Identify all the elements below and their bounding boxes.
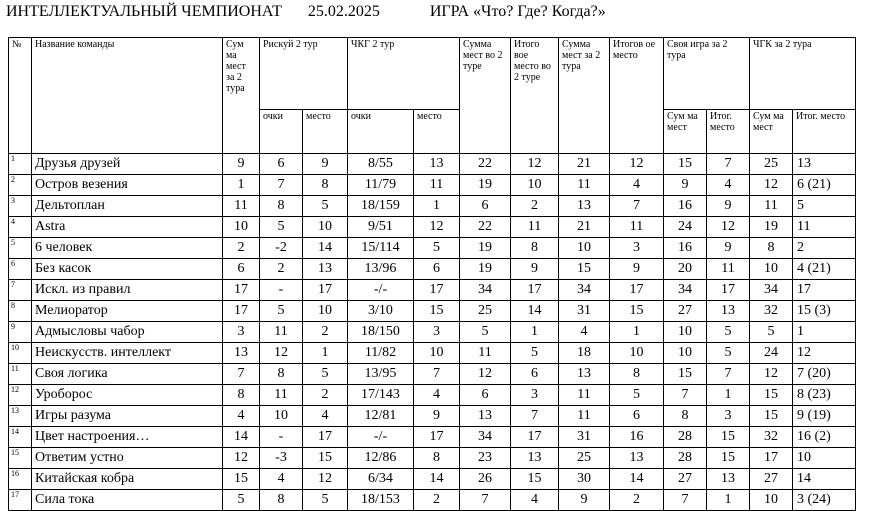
table-cell: 13 (303, 259, 348, 280)
table-cell: 6/34 (348, 469, 414, 490)
table-cell: 17 (223, 301, 260, 322)
table-cell: 9 (303, 154, 348, 175)
table-cell: 11 (707, 259, 750, 280)
table-cell: 6 (223, 259, 260, 280)
table-cell: 7 (664, 385, 707, 406)
table-cell: 2 (610, 490, 664, 511)
row-number: 5 (9, 238, 32, 259)
row-number: 10 (9, 343, 32, 364)
table-cell: 25 (559, 448, 610, 469)
table-cell: 7 (511, 406, 559, 427)
table-cell: 17 (511, 280, 559, 301)
header-own-final: Итог. место (707, 110, 750, 154)
table-cell: 14 (414, 469, 460, 490)
table-cell: 16 (610, 427, 664, 448)
table-cell: 15 (750, 406, 793, 427)
table-cell: 21 (559, 217, 610, 238)
table-cell: 10 (260, 406, 303, 427)
header-chgk-sum: Сум ма мест (750, 110, 793, 154)
table-cell: 2 (793, 238, 856, 259)
table-cell: 5 (303, 364, 348, 385)
table-cell: 2 (260, 259, 303, 280)
table-cell: - (260, 280, 303, 301)
header-risky-place: место (303, 110, 348, 154)
table-cell: 31 (559, 427, 610, 448)
table-cell: 12/86 (348, 448, 414, 469)
table-cell: 9 (19) (793, 406, 856, 427)
table-row (9, 406, 856, 427)
table-cell: 19 (750, 217, 793, 238)
table-cell: 13 (460, 406, 511, 427)
row-number: 12 (9, 385, 32, 406)
table-cell: 10 (664, 343, 707, 364)
table-cell: 4 (707, 175, 750, 196)
table-cell: 1 (414, 196, 460, 217)
table-cell: 14 (793, 469, 856, 490)
table-cell: 13 (414, 154, 460, 175)
table-cell: 6 (610, 406, 664, 427)
header-own: Своя игра за 2 тура (664, 38, 750, 110)
table-cell: 17 (707, 280, 750, 301)
table-cell: 13 (223, 343, 260, 364)
team-name: Сила тока (32, 490, 223, 511)
team-name: Неискусств. интеллект (32, 343, 223, 364)
row-number: 17 (9, 490, 32, 511)
table-cell: 13 (707, 469, 750, 490)
header-sum-two: Сумма мест за 2 тура (559, 38, 610, 154)
table-cell: 14 (610, 469, 664, 490)
table-cell: 11 (559, 406, 610, 427)
team-name: Адмысловы чабор (32, 322, 223, 343)
table-cell: 28 (664, 448, 707, 469)
row-number: 9 (9, 322, 32, 343)
table-cell: 31 (559, 301, 610, 322)
table-cell: 19 (460, 175, 511, 196)
table-cell: 4 (511, 490, 559, 511)
table-cell: 7 (707, 154, 750, 175)
header-chgk-final: Итог. место (793, 110, 856, 154)
team-name: Друзья друзей (32, 154, 223, 175)
table-row (9, 238, 856, 259)
table-cell: 15 (707, 448, 750, 469)
table-cell: 2 (511, 196, 559, 217)
table-cell: 12 (610, 154, 664, 175)
table-cell: 7 (610, 196, 664, 217)
page-title (6, 3, 606, 21)
table-cell: 26 (460, 469, 511, 490)
header-final-place: Итогов ое место (610, 38, 664, 154)
table-row (9, 343, 856, 364)
table-row (9, 448, 856, 469)
table-cell: 17 (303, 280, 348, 301)
table-row (9, 385, 856, 406)
table-cell: 13 (610, 448, 664, 469)
row-number: 4 (9, 217, 32, 238)
table-cell: 8 (223, 385, 260, 406)
table-cell: 30 (559, 469, 610, 490)
table-cell: 4 (223, 406, 260, 427)
game-title: ИГРА «Что? Где? Когда?» (429, 3, 606, 20)
header-name: Название команды (32, 38, 223, 154)
team-name: Цвет настроения… (32, 427, 223, 448)
table-row (9, 259, 856, 280)
table-cell: 13/96 (348, 259, 414, 280)
table-cell: 6 (414, 259, 460, 280)
table-cell: 23 (460, 448, 511, 469)
table-cell: 13/95 (348, 364, 414, 385)
table-row (9, 490, 856, 511)
table-cell: 15 (707, 427, 750, 448)
table-cell: 34 (664, 280, 707, 301)
table-cell: 6 (511, 364, 559, 385)
table-cell: 2 (223, 238, 260, 259)
table-cell: 14 (511, 301, 559, 322)
table-cell: 19 (460, 238, 511, 259)
table-row (9, 364, 856, 385)
table-cell: -3 (260, 448, 303, 469)
table-cell: 15 (511, 469, 559, 490)
table-cell: 5 (303, 196, 348, 217)
table-cell: 18/159 (348, 196, 414, 217)
table-cell: 1 (793, 322, 856, 343)
table-cell: 12 (460, 364, 511, 385)
table-cell: 17 (750, 448, 793, 469)
table-cell: 8 (260, 196, 303, 217)
table-cell: 5 (793, 196, 856, 217)
header-chkg-points: очки (348, 110, 414, 154)
table-cell: 1 (707, 490, 750, 511)
table-cell: 11 (460, 343, 511, 364)
table-cell: 15 (664, 364, 707, 385)
table-row (9, 469, 856, 490)
table-row (9, 175, 856, 196)
table-cell: 4 (303, 406, 348, 427)
table-cell: 5 (610, 385, 664, 406)
table-cell: 34 (460, 280, 511, 301)
row-number: 11 (9, 364, 32, 385)
header-chkg: ЧКГ 2 тур (348, 38, 460, 110)
table-cell: 5 (414, 238, 460, 259)
table-cell: 17/143 (348, 385, 414, 406)
table-cell: 7 (20) (793, 364, 856, 385)
results-table (8, 37, 856, 511)
table-cell: 5 (223, 490, 260, 511)
table-row (9, 322, 856, 343)
table-cell: - (260, 427, 303, 448)
table-cell: 18/150 (348, 322, 414, 343)
table-cell: 22 (460, 217, 511, 238)
table-cell: 17 (223, 280, 260, 301)
table-cell: 13 (793, 154, 856, 175)
table-cell: 16 (664, 196, 707, 217)
table-cell: 25 (750, 154, 793, 175)
table-cell: 20 (664, 259, 707, 280)
table-cell: 6 (460, 385, 511, 406)
table-cell: 12 (707, 217, 750, 238)
table-cell: 10 (511, 175, 559, 196)
table-cell: 34 (460, 427, 511, 448)
table-cell: 21 (559, 154, 610, 175)
table-cell: 17 (511, 427, 559, 448)
row-number: 14 (9, 427, 32, 448)
table-cell: 6 (260, 154, 303, 175)
table-cell: 5 (750, 322, 793, 343)
table-cell: 7 (223, 364, 260, 385)
table-cell: 15/114 (348, 238, 414, 259)
table-cell: 15 (750, 385, 793, 406)
table-cell: 17 (793, 280, 856, 301)
table-cell: 11 (559, 175, 610, 196)
table-cell: 5 (260, 301, 303, 322)
table-cell: 11/82 (348, 343, 414, 364)
table-cell: 10 (223, 217, 260, 238)
team-name: Ответим устно (32, 448, 223, 469)
header-sum-before: Сум ма мест за 2 тура (223, 38, 260, 154)
table-cell: 17 (414, 280, 460, 301)
table-row (9, 301, 856, 322)
table-cell: 11 (414, 175, 460, 196)
table-cell: 11 (610, 217, 664, 238)
table-cell: 18 (559, 343, 610, 364)
table-cell: 3 (511, 385, 559, 406)
table-cell: 6 (21) (793, 175, 856, 196)
table-cell: 7 (707, 364, 750, 385)
table-cell: 11 (511, 217, 559, 238)
table-row (9, 154, 856, 175)
table-cell: 5 (511, 343, 559, 364)
table-cell: 3 (414, 322, 460, 343)
table-cell: 28 (664, 427, 707, 448)
table-cell: 12 (750, 175, 793, 196)
table-cell: 2 (303, 322, 348, 343)
table-cell: 27 (750, 469, 793, 490)
table-cell: 1 (610, 322, 664, 343)
table-cell: 9 (707, 238, 750, 259)
table-cell: 7 (414, 364, 460, 385)
table-cell: 12/81 (348, 406, 414, 427)
table-cell: 15 (414, 301, 460, 322)
table-cell: 10 (610, 343, 664, 364)
team-name: Остров везения (32, 175, 223, 196)
header-sum2: Сумма мест во 2 туре (460, 38, 511, 154)
table-cell: 3 (24) (793, 490, 856, 511)
table-cell: -/- (348, 427, 414, 448)
table-cell: 12 (511, 154, 559, 175)
table-cell: 24 (750, 343, 793, 364)
table-cell: 22 (460, 154, 511, 175)
table-cell: 7 (664, 490, 707, 511)
team-name: 6 человек (32, 238, 223, 259)
row-number: 6 (9, 259, 32, 280)
table-cell: 15 (303, 448, 348, 469)
table-cell: 11/79 (348, 175, 414, 196)
table-cell: 25 (460, 301, 511, 322)
team-name: Уроборос (32, 385, 223, 406)
table-cell: 1 (303, 343, 348, 364)
table-cell: 27 (664, 469, 707, 490)
team-name: Искл. из правил (32, 280, 223, 301)
table-cell: 10 (303, 217, 348, 238)
row-number: 2 (9, 175, 32, 196)
table-cell: 5 (303, 490, 348, 511)
table-cell: 27 (664, 301, 707, 322)
header-own-sum: Сум ма мест (664, 110, 707, 154)
table-cell: 13 (559, 196, 610, 217)
row-number: 1 (9, 154, 32, 175)
table-cell: 12 (414, 217, 460, 238)
table-cell: 16 (664, 238, 707, 259)
table-cell: 32 (750, 427, 793, 448)
table-cell: 4 (21) (793, 259, 856, 280)
table-cell: 10 (414, 343, 460, 364)
table-cell: 16 (2) (793, 427, 856, 448)
team-name: Мелиоратор (32, 301, 223, 322)
table-cell: 13 (559, 364, 610, 385)
table-cell: 4 (260, 469, 303, 490)
table-cell: 11 (750, 196, 793, 217)
table-cell: 3 (610, 238, 664, 259)
row-number: 7 (9, 280, 32, 301)
table-cell: 2 (414, 490, 460, 511)
table-cell: 12 (750, 364, 793, 385)
table-cell: 34 (750, 280, 793, 301)
header-risky-points: очки (260, 110, 303, 154)
table-cell: 10 (664, 322, 707, 343)
table-cell: 15 (664, 154, 707, 175)
table-cell: 11 (793, 217, 856, 238)
table-cell: 3/10 (348, 301, 414, 322)
championship-date: 25.02.2025 (307, 3, 380, 20)
row-number: 16 (9, 469, 32, 490)
table-cell: 17 (610, 280, 664, 301)
row-number: 15 (9, 448, 32, 469)
table-cell: 17 (414, 427, 460, 448)
table-row (9, 196, 856, 217)
row-number: 3 (9, 196, 32, 217)
table-cell: 13 (511, 448, 559, 469)
table-cell: 11 (260, 322, 303, 343)
table-cell: 9 (511, 259, 559, 280)
table-cell: 9 (223, 154, 260, 175)
table-cell: 13 (707, 301, 750, 322)
table-cell: 15 (3) (793, 301, 856, 322)
table-cell: 4 (414, 385, 460, 406)
header-chkg-place: место (414, 110, 460, 154)
table-cell: 15 (559, 259, 610, 280)
team-name: Astra (32, 217, 223, 238)
table-cell: 10 (559, 238, 610, 259)
row-number: 13 (9, 406, 32, 427)
table-cell: -/- (348, 280, 414, 301)
table-row (9, 217, 856, 238)
championship-title: ИНТЕЛЛЕКТУАЛЬНЫЙ ЧЕМПИОНАТ (6, 3, 282, 20)
table-cell: 8 (303, 175, 348, 196)
team-name: Игры разума (32, 406, 223, 427)
table-cell: 9 (707, 196, 750, 217)
table-cell: -2 (260, 238, 303, 259)
table-cell: 8 (610, 364, 664, 385)
table-cell: 2 (303, 385, 348, 406)
table-cell: 5 (260, 217, 303, 238)
table-cell: 7 (460, 490, 511, 511)
table-cell: 1 (511, 322, 559, 343)
table-cell: 17 (303, 427, 348, 448)
table-cell: 24 (664, 217, 707, 238)
table-cell: 5 (460, 322, 511, 343)
table-cell: 8 (260, 364, 303, 385)
table-cell: 14 (303, 238, 348, 259)
table-cell: 12 (793, 343, 856, 364)
header-risky: Рискуй 2 тур (260, 38, 348, 110)
table-cell: 8 (414, 448, 460, 469)
table-cell: 8 (260, 490, 303, 511)
table-cell: 11 (559, 385, 610, 406)
table-cell: 4 (559, 322, 610, 343)
team-name: Дельтоплан (32, 196, 223, 217)
table-cell: 7 (260, 175, 303, 196)
table-cell: 32 (750, 301, 793, 322)
table-cell: 12 (303, 469, 348, 490)
table-cell: 1 (223, 175, 260, 196)
table-row (9, 280, 856, 301)
table-cell: 11 (260, 385, 303, 406)
table-cell: 19 (460, 259, 511, 280)
table-cell: 12 (260, 343, 303, 364)
table-cell: 5 (707, 322, 750, 343)
table-cell: 3 (223, 322, 260, 343)
table-cell: 10 (303, 301, 348, 322)
table-cell: 9 (610, 259, 664, 280)
table-cell: 8 (23) (793, 385, 856, 406)
team-name: Китайская кобра (32, 469, 223, 490)
table-cell: 12 (223, 448, 260, 469)
table-cell: 11 (223, 196, 260, 217)
table-cell: 8 (664, 406, 707, 427)
table-cell: 14 (223, 427, 260, 448)
table-cell: 10 (793, 448, 856, 469)
table-cell: 1 (707, 385, 750, 406)
table-cell: 10 (750, 490, 793, 511)
table-cell: 34 (559, 280, 610, 301)
table-cell: 3 (707, 406, 750, 427)
header-final2: Итого вое место во 2 туре (511, 38, 559, 154)
table-cell: 8 (750, 238, 793, 259)
team-name: Без касок (32, 259, 223, 280)
table-cell: 5 (707, 343, 750, 364)
table-cell: 15 (610, 301, 664, 322)
table-cell: 8 (511, 238, 559, 259)
table-cell: 9 (664, 175, 707, 196)
table-cell: 9 (414, 406, 460, 427)
table-cell: 9 (559, 490, 610, 511)
table-cell: 6 (460, 196, 511, 217)
table-cell: 8/55 (348, 154, 414, 175)
table-cell: 18/153 (348, 490, 414, 511)
table-cell: 9/51 (348, 217, 414, 238)
table-cell: 10 (750, 259, 793, 280)
row-number: 8 (9, 301, 32, 322)
header-chgk-two: ЧГК за 2 тура (750, 38, 856, 110)
table-row (9, 427, 856, 448)
team-name: Своя логика (32, 364, 223, 385)
table-cell: 4 (610, 175, 664, 196)
table-cell: 15 (223, 469, 260, 490)
header-num: № (9, 38, 32, 154)
